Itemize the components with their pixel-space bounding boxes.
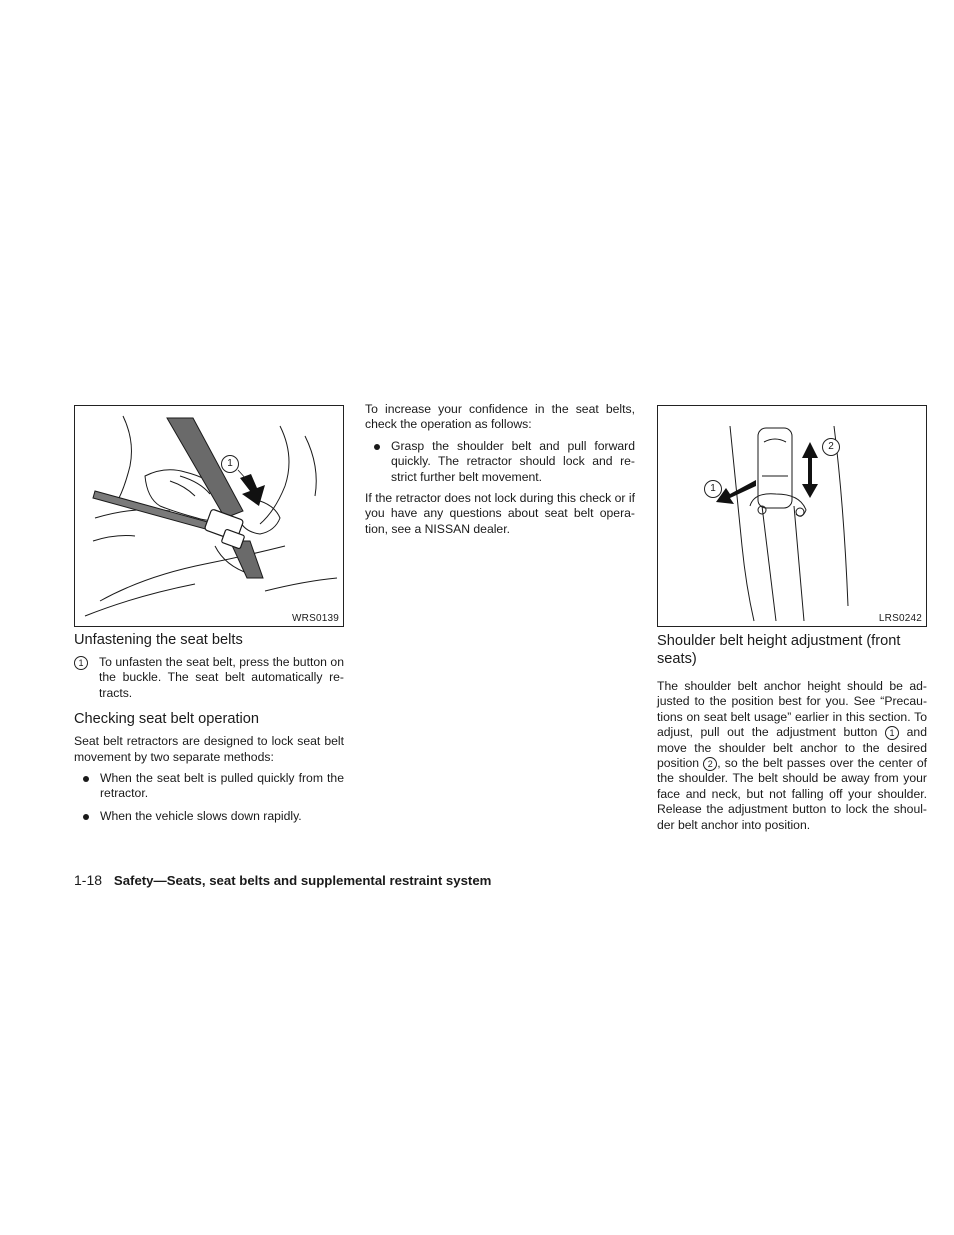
list-item: When the vehicle slows down rapidly. — [74, 809, 344, 824]
callout-2-circle — [822, 438, 840, 456]
callout-2-label: 2 — [828, 441, 834, 452]
unfasten-step-text: To unfasten the seat belt, press the button on the buckle. The seat belt automatically re-tracts. — [99, 655, 344, 700]
check-intro-paragraph: To increase your confidence in the seat belts, check the operation as follows: — [365, 402, 635, 432]
pillar-anchor-illustration — [658, 406, 926, 626]
callout-1-circle — [221, 455, 239, 473]
paragraph-text: The shoulder belt anchor height should be ad-justed to the position best for you. See “Precau-tions on seat belt usage” earlier in this section. To adjust, pull out the adjustment button — [657, 679, 927, 740]
unfasten-step — [74, 655, 344, 701]
figure-shoulder-belt-adjust — [657, 405, 927, 627]
paragraph-text: and move the shoulder belt anchor to the desired position — [657, 725, 927, 771]
callout-1-circle — [704, 480, 722, 498]
callout-1-label: 1 — [710, 483, 716, 494]
page-footer — [74, 871, 491, 890]
dealer-paragraph: If the retractor does not lock during this check or if you have any questions about seat belt opera-tion, see a NISSAN dealer. — [365, 491, 635, 536]
heading-unfastening: Unfastening the seat belts — [74, 632, 243, 648]
list-item: When the seat belt is pulled quickly from the retractor. — [74, 771, 344, 802]
heading-checking: Checking seat belt operation — [74, 711, 259, 728]
page-number: 1-18 — [74, 872, 103, 888]
step-number-circle: 1 — [74, 656, 88, 670]
middle-column — [365, 402, 635, 537]
hand-pressing-buckle-illustration — [75, 406, 343, 626]
figure-unfasten-seat-belt — [74, 405, 344, 627]
callout-1-label: 1 — [227, 458, 233, 469]
check-method-list — [74, 771, 344, 824]
right-column — [657, 632, 927, 833]
heading-shoulder-belt: Shoulder belt height adjustment (front seats) — [657, 633, 901, 667]
ref-number-circle: 2 — [703, 757, 717, 771]
ref-number-circle: 1 — [885, 726, 899, 740]
shoulder-belt-paragraph — [657, 679, 927, 833]
section-title: Safety—Seats, seat belts and supplemental restraint system — [113, 873, 492, 888]
list-item: Grasp the shoulder belt and pull forward quickly. The retractor should lock and re-strict further belt movement. — [365, 439, 635, 485]
figure-code: WRS0139 — [292, 613, 339, 624]
left-column — [74, 631, 344, 824]
check-steps-list — [365, 439, 635, 485]
figure-code: LRS0242 — [878, 613, 922, 624]
paragraph-text: , so the belt passes over the center of the shoulder. The belt should be away from your face and neck, but not falling off your shoulder. Release the adjustment button to lock the shoul-der belt anchor into position. — [657, 756, 927, 832]
check-intro: Seat belt retractors are designed to lock seat belt movement by two separate methods: — [74, 734, 344, 764]
